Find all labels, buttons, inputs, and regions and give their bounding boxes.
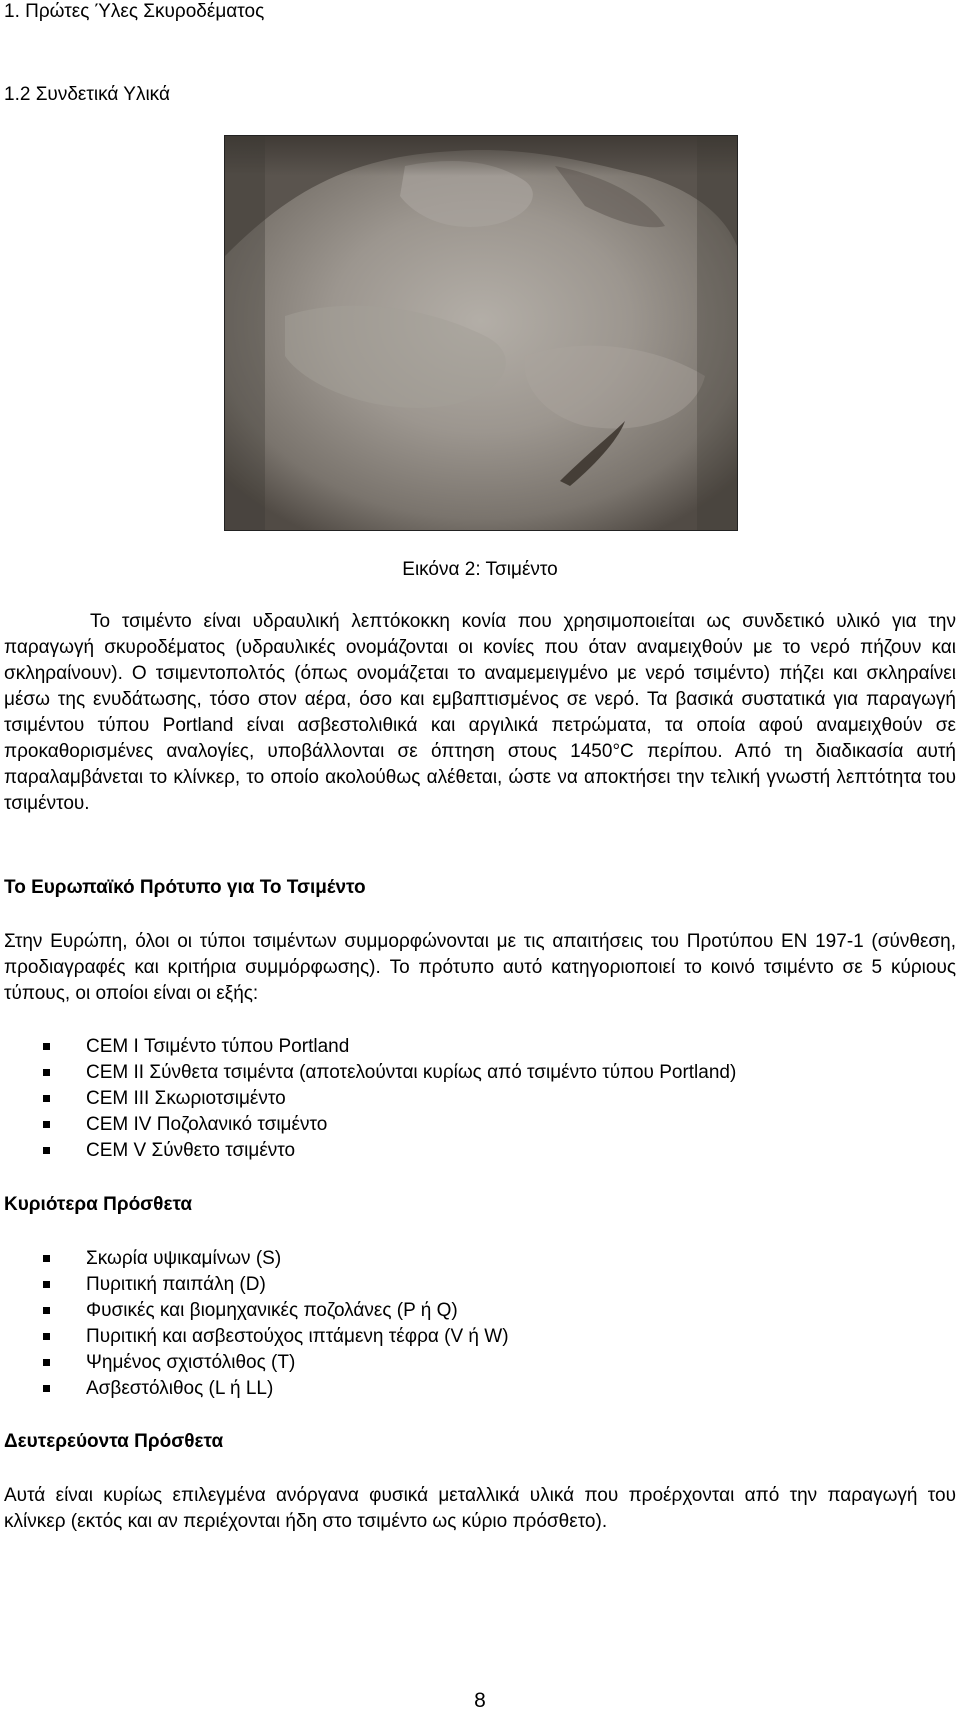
list-item: Ψημένος σχιστόλιθος (T)	[0, 1350, 509, 1376]
bullet-square-icon	[43, 1281, 50, 1288]
list-item: Πυριτική παιπάλη (D)	[0, 1272, 509, 1298]
main-additives-list	[0, 1246, 509, 1402]
list-item: CEM IV Ποζολανικό τσιμέντο	[0, 1112, 736, 1138]
cement-types-list	[0, 1034, 736, 1164]
cement-photo	[224, 135, 738, 531]
bullet-square-icon	[43, 1359, 50, 1366]
chapter-title: 1. Πρώτες Ύλες Σκυροδέματος	[4, 1, 265, 22]
cement-pile-illustration	[225, 136, 737, 530]
list-item: Φυσικές και βιομηχανικές ποζολάνες (P ή Q)	[0, 1298, 509, 1324]
bullet-square-icon	[43, 1255, 50, 1262]
bullet-square-icon	[43, 1069, 50, 1076]
main-additives-heading: Κυριότερα Πρόσθετα	[4, 1194, 193, 1215]
list-item: CEM II Σύνθετα τσιμέντα (αποτελούνται κυρίως από τσιμέντο τύπου Portland)	[0, 1060, 736, 1086]
bullet-square-icon	[43, 1095, 50, 1102]
bullet-square-icon	[43, 1333, 50, 1340]
bullet-square-icon	[43, 1147, 50, 1154]
bullet-square-icon	[43, 1043, 50, 1050]
bullet-square-icon	[43, 1385, 50, 1392]
bullet-square-icon	[43, 1121, 50, 1128]
list-item: CEM III Σκωριοτσιμέντο	[0, 1086, 736, 1112]
figure-caption: Εικόνα 2: Τσιμέντο	[402, 559, 558, 580]
list-item: Πυριτική και ασβεστούχος ιπτάμενη τέφρα (V ή W)	[0, 1324, 509, 1350]
bullet-square-icon	[43, 1307, 50, 1314]
secondary-additives-heading: Δευτερεύοντα Πρόσθετα	[4, 1431, 224, 1452]
list-item: CEM I Τσιμέντο τύπου Portland	[0, 1034, 736, 1060]
list-item: CEM V Σύνθετο τσιμέντο	[0, 1138, 736, 1164]
section-title: 1.2 Συνδετικά Υλικά	[4, 84, 170, 105]
european-standard-paragraph: Στην Ευρώπη, όλοι οι τύποι τσιμέντων συμμορφώνονται με τις απαιτήσεις του Προτύπου EN 197-1 (σύνθεση, προδιαγραφές και κριτήρια συμμόρφωσης). Το πρότυπο αυτό κατηγοριοποιεί το κοινό τσιμέντο σε 5 κύριους τύπους, οι οποίοι είναι οι εξής:	[4, 931, 956, 1004]
secondary-additives-paragraph: Αυτά είναι κυρίως επιλεγμένα ανόργανα φυσικά μεταλλικά υλικά που προέρχονται από την παραγωγή του κλίνκερ (εκτός και αν περιέχονται ήδη στο τσιμέντο ως κύριο πρόσθετο).	[4, 1485, 956, 1532]
european-standard-heading: Το Ευρωπαϊκό Πρότυπο για Το Τσιμέντο	[4, 877, 366, 898]
page-number: 8	[474, 1689, 486, 1712]
list-item: Σκωρία υψικαμίνων (S)	[0, 1246, 509, 1272]
list-item: Ασβεστόλιθος (L ή LL)	[0, 1376, 509, 1402]
intro-paragraph: Το τσιμέντο είναι υδραυλική λεπτόκοκκη κονία που χρησιμοποιείται ως συνδετικό υλικό για την παραγωγή σκυροδέματος (υδραυλικές ονομάζονται οι κονίες που όταν αναμειχθούν με το νερό πήζουν και σκληραίνουν). Ο τσιμεντοπολτός (όπως ονομάζεται το αναμεμειγμένο με νερό τσιμέντο) πήζει και σκληραίνει μέσω της ενυδάτωσης, τόσο στον αέρα, όσο και εμβαπτισμένος σε νερό. Τα βασικά συστατικά για παραγωγή τσιμέντου τύπου Portland είναι ασβεστολιθικά και αργιλικά πετρώματα, τα οποία αφού αναμειχθούν σε προκαθορισμένες αναλογίες, υποβάλλονται σε όπτηση στους 1450°C περίπου. Από τη διαδικασία αυτή παραλαμβάνεται το κλίνκερ, το οποίο ακολούθως αλέθεται, ώστε να αποκτήσει την τελική γνωστή λεπτότητα του τσιμέντου.	[4, 611, 956, 814]
